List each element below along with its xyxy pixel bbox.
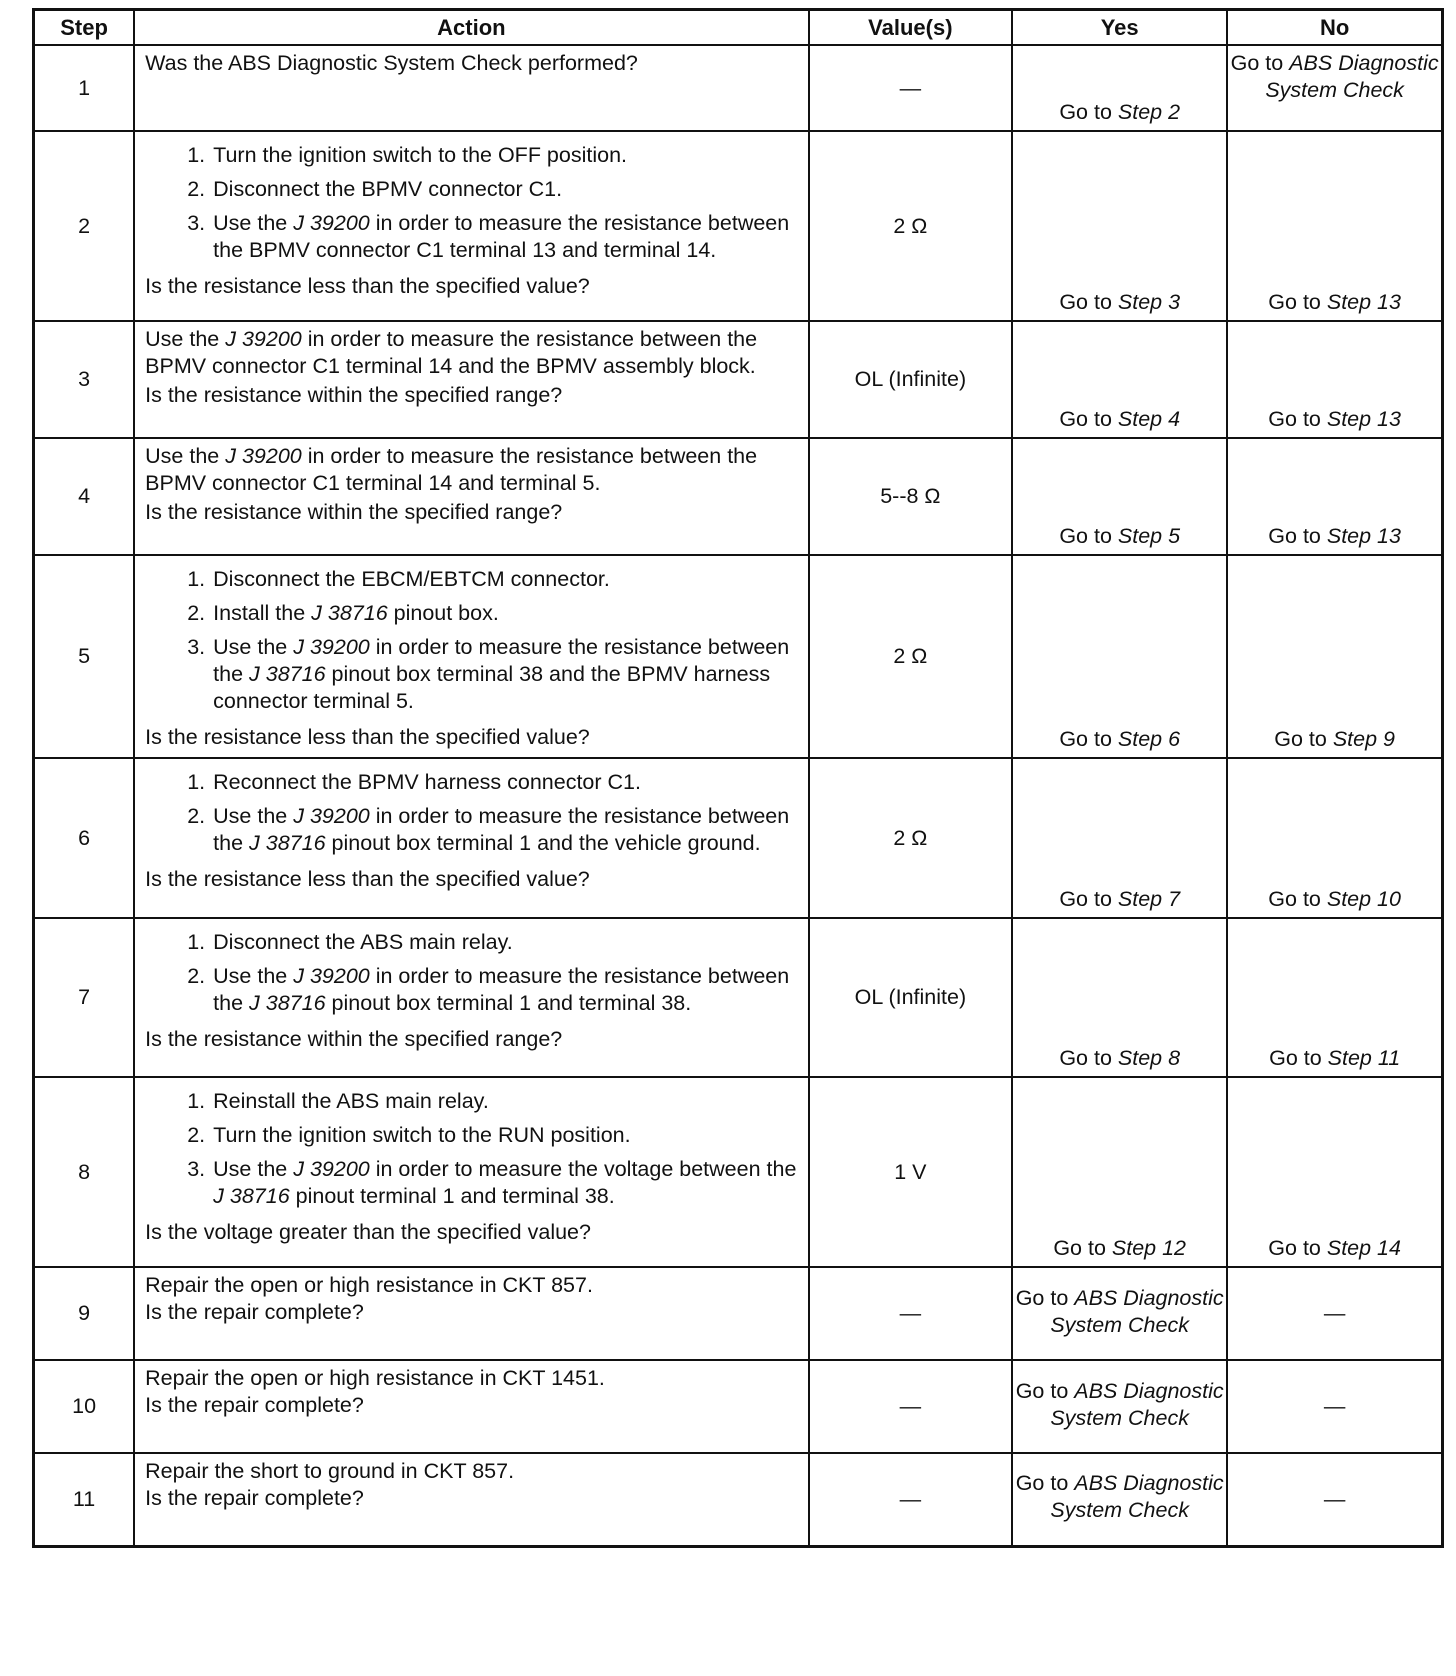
action-cell [134,45,809,131]
tool-name: J 38716 [213,1184,290,1208]
step-number: 11 [34,1453,135,1546]
list-item: 2. Use the J 39200 in order to measure the resistance between the J 38716 pinout box terminal 1 and terminal 38. [187,964,790,1015]
tool-name: J 38716 [249,662,326,686]
value-cell: — [809,1453,1012,1546]
value-cell: OL (Infinite) [809,321,1012,438]
value-cell: 5--8 Ω [809,438,1012,555]
action-cell [134,918,809,1077]
list-item: 2. Install the J 38716 pinout box. [187,601,499,625]
tool-name: J 39200 [225,327,302,351]
action-cell [134,758,809,918]
list-item: 2. Turn the ignition switch to the RUN position. [187,1123,631,1147]
table-row [34,45,1443,131]
yes-cell: Go to Step 12 [1012,1077,1227,1267]
value-cell: OL (Infinite) [809,918,1012,1077]
step-link[interactable]: Step 13 [1326,524,1401,548]
question-text: Is the repair complete? [145,1486,364,1510]
table-row [34,555,1443,758]
action-cell [134,438,809,555]
question-text: Is the voltage greater than the specified value? [145,1220,591,1244]
value-cell: 2 Ω [809,555,1012,758]
question-text: Is the resistance less than the specified value? [145,867,590,891]
step-link[interactable]: Step 3 [1117,290,1181,314]
header-yes: Yes [1012,10,1227,46]
table-row [34,1077,1443,1267]
list-item: 3. Use the J 39200 in order to measure the voltage between the J 38716 pinout terminal 1 and terminal 38. [187,1157,797,1208]
table-row [34,918,1443,1077]
tool-name: J 39200 [293,804,370,828]
tool-name: J 39200 [225,444,302,468]
action-list [145,769,800,864]
value-cell: — [809,45,1012,131]
list-item: 3. Use the J 39200 in order to measure the resistance between the J 38716 pinout box terminal 38 and the BPMV harness connector terminal 5. [187,635,790,713]
yes-cell: Go to ABS Diagnostic System Check [1012,1453,1227,1546]
no-cell: Go to Step 13 [1227,438,1442,555]
no-cell: Go to Step 13 [1227,321,1442,438]
question-text: Is the resistance less than the specified value? [145,274,590,298]
yes-cell: Go to Step 2 [1012,45,1227,131]
table-row [34,438,1443,555]
yes-cell: Go to Step 7 [1012,758,1227,918]
table-row [34,1360,1443,1453]
header-action: Action [134,10,809,46]
yes-cell: Go to ABS Diagnostic System Check [1012,1267,1227,1360]
value-cell: 2 Ω [809,758,1012,918]
step-link[interactable]: Step 9 [1332,727,1395,751]
value-cell: — [809,1360,1012,1453]
list-item: 1. Disconnect the ABS main relay. [187,930,513,954]
step-number: 9 [34,1267,135,1360]
tool-name: J 39200 [293,635,370,659]
step-number: 6 [34,758,135,918]
step-link[interactable]: Step 5 [1117,524,1181,548]
no-cell: Go to Step 14 [1227,1077,1442,1267]
no-cell: Go to ABS Diagnostic System Check [1227,45,1442,131]
abs-check-link[interactable]: ABS Diagnostic System Check [1050,1285,1224,1337]
action-text: Repair the short to ground in CKT 857. [145,1459,515,1483]
step-link[interactable]: Step 12 [1111,1236,1187,1260]
no-cell: Go to Step 13 [1227,131,1442,321]
yes-cell: Go to Step 8 [1012,918,1227,1077]
yes-cell: Go to Step 6 [1012,555,1227,758]
list-item: 1. Turn the ignition switch to the OFF position. [187,143,628,167]
step-link[interactable]: Step 6 [1117,727,1181,751]
action-list [145,1088,800,1217]
tool-name: J 38716 [311,601,388,625]
step-link[interactable]: Step 11 [1327,1046,1401,1070]
question-text: Is the repair complete? [145,1300,364,1324]
step-link[interactable]: Step 13 [1326,290,1401,314]
action-list [145,142,800,271]
question-text: Is the resistance within the specified range? [145,500,563,524]
header-no: No [1227,10,1442,46]
list-item: 1. Reinstall the ABS main relay. [187,1089,489,1113]
step-link[interactable]: Step 14 [1326,1236,1401,1260]
table-row [34,1453,1443,1546]
yes-cell: Go to Step 4 [1012,321,1227,438]
step-link[interactable]: Step 13 [1326,407,1401,431]
table-row [34,321,1443,438]
tool-name: J 38716 [249,831,326,855]
action-text: Repair the open or high resistance in CKT 857. [145,1273,593,1297]
header-values: Value(s) [809,10,1012,46]
step-number: 7 [34,918,135,1077]
action-text: Repair the open or high resistance in CKT 1451. [145,1366,605,1390]
yes-cell: Go to Step 5 [1012,438,1227,555]
abs-check-link[interactable]: ABS Diagnostic System Check [1265,51,1439,102]
yes-cell: Go to Step 3 [1012,131,1227,321]
list-item: 3. Use the J 39200 in order to measure the resistance between the BPMV connector C1 terminal 13 and terminal 14. [187,211,790,262]
yes-cell: Go to ABS Diagnostic System Check [1012,1360,1227,1453]
action-list [145,929,800,1024]
action-text: Was the ABS Diagnostic System Check performed? [145,51,638,75]
step-number: 1 [34,45,135,131]
list-item: 1. Reconnect the BPMV harness connector C1. [187,770,641,794]
step-link[interactable]: Step 2 [1117,100,1181,124]
tool-name: J 39200 [293,211,370,235]
step-number: 10 [34,1360,135,1453]
list-item: 2. Disconnect the BPMV connector C1. [187,177,563,201]
action-text: Use the J 39200 in order to measure the resistance between the BPMV connector C1 terminal 14 and the BPMV assembly block. [145,327,758,378]
action-cell [134,1360,809,1453]
step-link[interactable]: Step 7 [1117,887,1181,911]
no-cell: Go to Step 9 [1227,555,1442,758]
tool-name: J 38716 [249,991,326,1015]
action-cell [134,321,809,438]
table-row [34,131,1443,321]
step-link[interactable]: Step 4 [1117,407,1181,431]
question-text: Is the repair complete? [145,1393,364,1417]
value-cell: — [809,1267,1012,1360]
tool-name: J 39200 [293,1157,370,1181]
step-number: 4 [34,438,135,555]
question-text: Is the resistance within the specified range? [145,383,563,407]
table-row [34,1267,1443,1360]
header-row [34,10,1443,46]
no-cell: Go to Step 11 [1227,918,1442,1077]
question-text: Is the resistance less than the specified value? [145,725,590,749]
abs-check-link[interactable]: ABS Diagnostic System Check [1050,1471,1224,1523]
no-cell: — [1227,1267,1442,1360]
step-number: 3 [34,321,135,438]
action-cell [134,1077,809,1267]
action-cell [134,131,809,321]
question-text: Is the resistance within the specified range? [145,1027,563,1051]
step-number: 2 [34,131,135,321]
no-cell: — [1227,1453,1442,1546]
action-list [145,566,800,722]
list-item: 1. Disconnect the EBCM/EBTCM connector. [187,567,610,591]
header-step: Step [34,10,135,46]
table-row [34,758,1443,918]
action-cell [134,1267,809,1360]
action-cell [134,1453,809,1546]
tool-name: J 39200 [293,964,370,988]
step-number: 5 [34,555,135,758]
list-item: 2. Use the J 39200 in order to measure the resistance between the J 38716 pinout box terminal 1 and the vehicle ground. [187,804,790,855]
step-link[interactable]: Step 10 [1326,887,1401,911]
action-text: Use the J 39200 in order to measure the resistance between the BPMV connector C1 terminal 14 and terminal 5. [145,444,758,495]
step-link[interactable]: Step 8 [1117,1046,1181,1070]
value-cell: 2 Ω [809,131,1012,321]
no-cell: — [1227,1360,1442,1453]
diagnostic-table [32,8,1444,1548]
no-cell: Go to Step 10 [1227,758,1442,918]
abs-check-link[interactable]: ABS Diagnostic System Check [1050,1378,1224,1430]
value-cell: 1 V [809,1077,1012,1267]
action-cell [134,555,809,758]
step-number: 8 [34,1077,135,1267]
